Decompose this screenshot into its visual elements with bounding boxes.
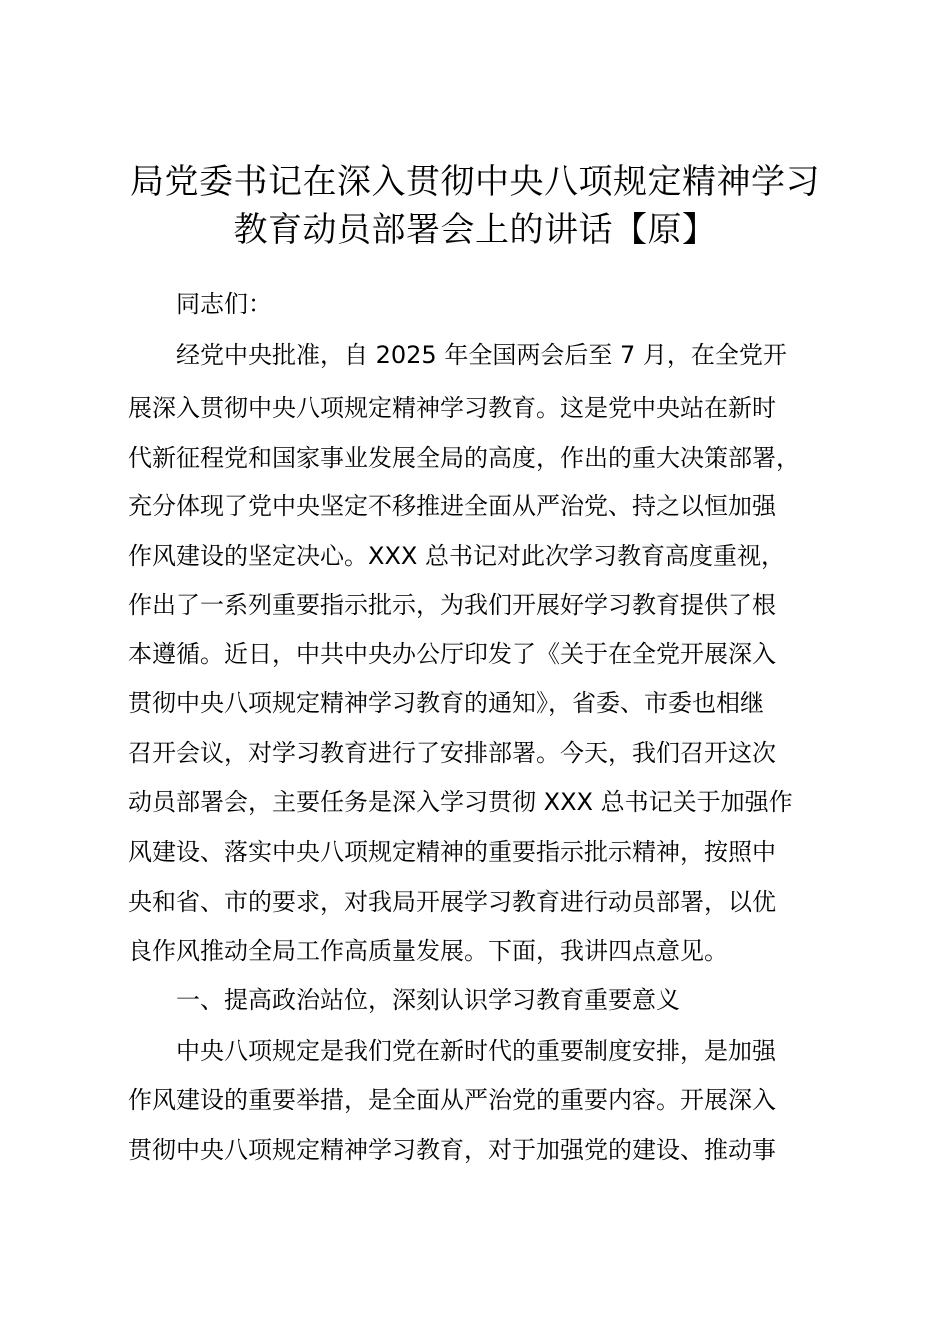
body-line: 贯彻中央八项规定精神学习教育，对于加强党的建设、推动事 — [128, 1136, 776, 1164]
body-line: 作风建设的重要举措，是全面从严治党的重要内容。开展深入 — [128, 1086, 776, 1114]
section-heading: 一、提高政治站位，深刻认识学习教育重要意义 — [176, 986, 680, 1014]
body-line: 召开会议，对学习教育进行了安排部署。今天，我们召开这次 — [128, 739, 776, 767]
document-title-line-1: 局党委书记在深入贯彻中央八项规定精神学习 — [130, 162, 820, 202]
body-line: 良作风推动全局工作高质量发展。下面，我讲四点意见。 — [128, 937, 728, 965]
body-line: 展深入贯彻中央八项规定精神学习教育。这是党中央站在新时 — [128, 394, 776, 422]
body-line: 风建设、落实中央八项规定精神的重要指示批示精神，按照中 — [128, 838, 776, 866]
body-line: 本遵循。近日，中共中央办公厅印发了《关于在全党开展深入 — [128, 640, 776, 668]
document-title-line-2: 教育动员部署会上的讲话【原】 — [233, 210, 717, 250]
body-line: 央和省、市的要求，对我局开展学习教育进行动员部署，以优 — [128, 888, 776, 916]
body-line: 作出了一系列重要指示批示，为我们开展好学习教育提供了根 — [128, 591, 776, 619]
salutation: 同志们： — [176, 290, 272, 318]
body-line: 动员部署会，主要任务是深入学习贯彻 XXX 总书记关于加强作 — [128, 788, 793, 816]
body-line: 代新征程党和国家事业发展全局的高度，作出的重大决策部署， — [128, 444, 800, 472]
body-line: 作风建设的坚定决心。XXX 总书记对此次学习教育高度重视， — [128, 542, 785, 570]
body-line: 贯彻中央八项规定精神学习教育的通知》，省委、市委也相继 — [128, 689, 764, 717]
body-line: 充分体现了党中央坚定不移推进全面从严治党、持之以恒加强 — [128, 492, 776, 520]
body-line: 中央八项规定是我们党在新时代的重要制度安排，是加强 — [176, 1037, 776, 1065]
body-line: 经党中央批准，自 2025 年全国两会后至 7 月，在全党开 — [176, 341, 787, 369]
